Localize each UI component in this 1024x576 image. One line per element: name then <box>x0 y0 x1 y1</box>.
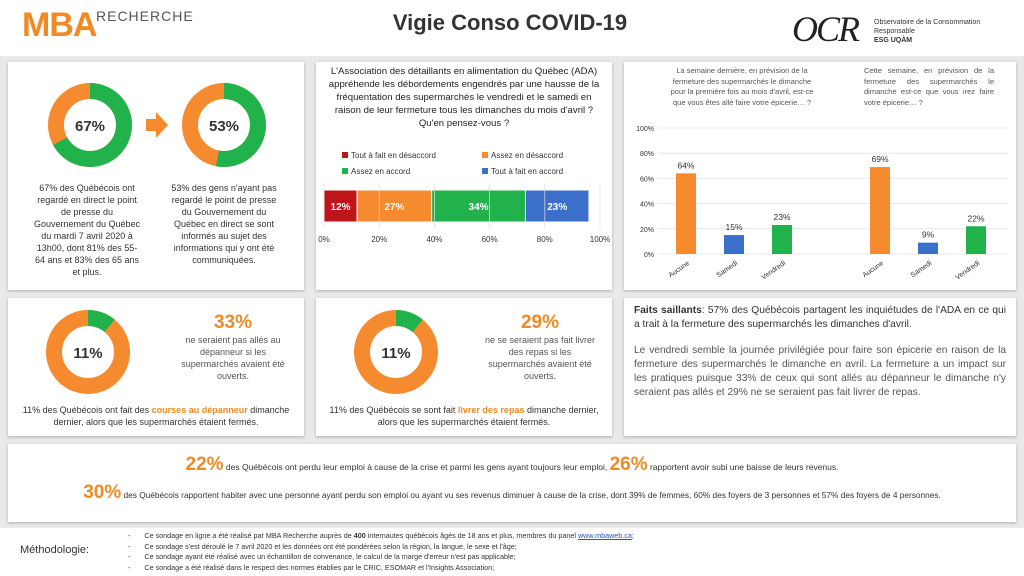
mba-logo: MBA <box>22 6 97 44</box>
convenience-caption <box>16 404 296 428</box>
employment-text3: des Québécois rapportent habiter avec une personne ayant perdu son emploi ou ayant vu ses revenus diminuer à cause de la crise, dont 39% de femmes, 60% des foyers de 3 personnes et 57% des foyers de 4 personnes. <box>121 490 941 500</box>
ada-legend-label: Tout à fait en désaccord <box>351 151 436 160</box>
ada-legend-swatch <box>482 152 488 158</box>
convenience-side-pct: 33% <box>213 312 253 333</box>
ada-tick-label: 100% <box>589 235 611 244</box>
donut-4 <box>326 302 466 406</box>
card-meal-delivery <box>316 298 612 436</box>
delivery-side-text: ne se seraient pas fait livrer des repas si les supermarchés avaient été ouverts. <box>484 335 596 381</box>
methodology-label: Méthodologie: <box>20 544 90 556</box>
mba-logo-subtitle: RECHERCHE <box>96 8 194 24</box>
employment-line2 <box>8 482 1016 504</box>
convenience-side <box>178 312 288 382</box>
grocery-bar-label: 23% <box>773 212 791 223</box>
grocery-x-label: Vendredi <box>760 259 788 282</box>
ada-question: L'Association des détaillants en alimentation du Québec (ADA) appréhende les débordements engendrés par une hausse de la fréquentation des supermarchés le vendredi et le samedi en raison de leur fermeture tous les dimanches du mois d'avril ? Qu'en pensez-vous ? <box>328 66 600 129</box>
ada-tick-label: 80% <box>536 235 553 244</box>
grocery-bar-label: 22% <box>967 213 985 224</box>
ocr-logo: OCR <box>792 9 858 49</box>
grocery-x-label: Vendredi <box>954 259 982 282</box>
ada-bar-label: 27% <box>384 202 405 213</box>
ada-stacked-chart <box>316 144 612 294</box>
methodology-item: - Ce sondage s'est déroulé le 7 avril 2020 et les données ont été pondérées selon la région, la langue, le sexe et l'âge; <box>128 542 634 553</box>
methodology-item: - Ce sondage en ligne a été réalisé par MBA Recherche auprès de 400 internautes québécois âgés de 18 ans et plus, membres du panel www.mbaweb.ca; <box>128 531 634 542</box>
grocery-bars <box>676 167 986 254</box>
card-press-conference <box>8 62 304 290</box>
ada-legend-label: Assez en accord <box>351 167 411 176</box>
ada-bar-label: 23% <box>547 202 568 213</box>
ada-tick-label: 20% <box>371 235 388 244</box>
ada-legend-swatch <box>342 152 348 158</box>
methodology-item: - Ce sondage a été réalisé dans le respect des normes établies par le CRIC, ESOMAR et l'Insights Association; <box>128 563 634 574</box>
donut-1-caption: 67% des Québécois ont regardé en direct le point de presse du Gouvernement du Québec du mardi 7 avril 2020 à 13h00, dont 81% des 55-64 ans et 83% des 65 ans et plus. <box>33 183 141 277</box>
highlights-p1 <box>634 304 1006 332</box>
employment-text1: des Québécois ont perdu leur emploi à cause de la crise et parmi les gens ayant toujours leur emploi, <box>223 462 610 472</box>
delivery-caption-bold: livrer des repas <box>457 405 525 415</box>
grocery-y-tick: 100% <box>636 126 654 133</box>
employment-line1 <box>8 454 1016 476</box>
grocery-bar <box>724 235 744 254</box>
arrow-right-icon <box>146 112 168 138</box>
mbaweb-link[interactable]: www.mbaweb.ca <box>577 531 632 540</box>
grocery-x-label: Samedi <box>715 259 740 280</box>
page-title: Vigie Conso COVID-19 <box>392 10 628 35</box>
ada-legend-label: Assez en désaccord <box>491 151 564 160</box>
card-highlights <box>624 298 1016 436</box>
ada-tick-label: 60% <box>481 235 498 244</box>
grocery-x-label: Aucune <box>667 259 692 280</box>
grocery-y-tick: 20% <box>639 226 654 234</box>
convenience-caption-post: dimanche dernier, alors que les supermarchés étaient fermés. <box>53 405 290 427</box>
delivery-caption-post: dimanche dernier, alors que les supermarchés étaient fermés. <box>377 405 599 427</box>
donut-2-caption: 53% des gens n'ayant pas regardé le point de presse du Gouvernement du Québec en direct se sont informés au sujet des informations qui y ont été communiquées. <box>171 183 277 265</box>
grocery-y-tick: 80% <box>639 151 654 159</box>
question-this-week: Cette semaine, en prévision de la fermeture des supermarchés le dimanche est-ce que vous irez faire votre épicerie… ? <box>864 66 994 107</box>
donut-1 <box>56 91 124 159</box>
grocery-bar-label: 64% <box>677 160 695 171</box>
ada-tick-label: 0% <box>318 235 330 244</box>
question-last-week: La semaine dernière, en prévision de la fermeture des supermarchés le dimanche pour la première fois au mois d'avril, est-ce que vous êtes allé faire votre épicerie… ? <box>670 66 814 107</box>
grocery-bar <box>918 243 938 254</box>
employment-text2: rapportent avoir subi une baisse de leurs revenus. <box>647 462 839 472</box>
donut-3 <box>18 302 158 406</box>
grocery-y-tick: 0% <box>643 252 654 259</box>
grocery-labels <box>668 154 985 281</box>
card-employment <box>8 444 1016 522</box>
card-convenience-store <box>8 298 304 436</box>
ada-legend-swatch <box>482 168 488 174</box>
card-ada-opinion <box>316 62 612 290</box>
convenience-caption-bold: courses au dépanneur <box>151 405 248 415</box>
grocery-bar <box>772 225 792 254</box>
employment-pct2: 26% <box>609 454 648 475</box>
delivery-caption <box>324 404 604 428</box>
convenience-caption-pre: 11% des Québécois ont fait des <box>22 405 152 415</box>
highlights-p1-text: : 57% des Québécois partagent les inquiétudes de l'ADA en ce qui a trait à la fermeture des supermarchés les dimanches d'avril. <box>634 305 1006 330</box>
donut-2 <box>190 91 258 159</box>
ada-bar-label: 12% <box>330 202 351 213</box>
methodology <box>0 528 1024 576</box>
highlights-title: Faits saillants <box>634 305 702 316</box>
grocery-bar <box>870 167 890 254</box>
ada-legend-label: Tout à fait en accord <box>491 167 564 176</box>
grocery-bar <box>676 173 696 254</box>
grocery-bar-label: 9% <box>921 229 935 240</box>
grocery-bar <box>966 226 986 254</box>
ocr-subtitle <box>874 18 1014 45</box>
delivery-side-pct: 29% <box>520 312 560 333</box>
ada-bars <box>324 190 589 222</box>
methodology-list <box>128 531 634 573</box>
donut-pair <box>8 62 304 192</box>
grocery-x-label: Samedi <box>909 259 934 280</box>
delivery-caption-pre: 11% des Québécois se sont fait <box>329 405 458 415</box>
employment-pct1: 22% <box>185 454 224 475</box>
ada-bar-label: 34% <box>468 202 489 213</box>
employment-pct3: 30% <box>83 482 122 503</box>
grocery-bar-chart <box>624 120 1016 290</box>
donut-2-label: 53% <box>208 118 240 135</box>
delivery-side <box>482 312 598 382</box>
grocery-bar-label: 69% <box>871 154 889 165</box>
grocery-y-tick: 60% <box>639 176 654 184</box>
donut-3-label: 11% <box>73 345 103 362</box>
donut-4-label: 11% <box>381 345 411 362</box>
grocery-x-label: Aucune <box>861 259 886 280</box>
convenience-side-text: ne seraient pas allés au dépanneur si les supermarchés avaient été ouverts. <box>181 335 285 381</box>
card-grocery-day <box>624 62 1016 290</box>
ada-tick-label: 40% <box>426 235 443 244</box>
grocery-bar-label: 15% <box>725 222 743 233</box>
ada-legend-swatch <box>342 168 348 174</box>
highlights-p2: Le vendredi semble la journée privilégiée pour faire son épicerie en raison de la fermeture des supermarchés le dimanche en avril. La fermeture a un impact sur les pratiques puisque 33% de ceux qui sont allés au dépanneur le dimanche n'y seraient pas allés et 29% ne se seraient pas fait livrer de repas. <box>634 345 1006 398</box>
header <box>0 0 1024 56</box>
grocery-y-tick: 40% <box>639 201 654 209</box>
methodology-item: - Ce sondage ayant été réalisé avec un échantillon de convenance, le calcul de la marge d'erreur n'est pas applicable; <box>128 552 634 563</box>
donut-1-label: 67% <box>74 118 106 135</box>
ada-legend <box>342 151 563 176</box>
ocr-line2: ESG UQÀM <box>874 37 913 44</box>
ocr-line1: Observatoire de la Consommation Responsable <box>874 19 981 35</box>
